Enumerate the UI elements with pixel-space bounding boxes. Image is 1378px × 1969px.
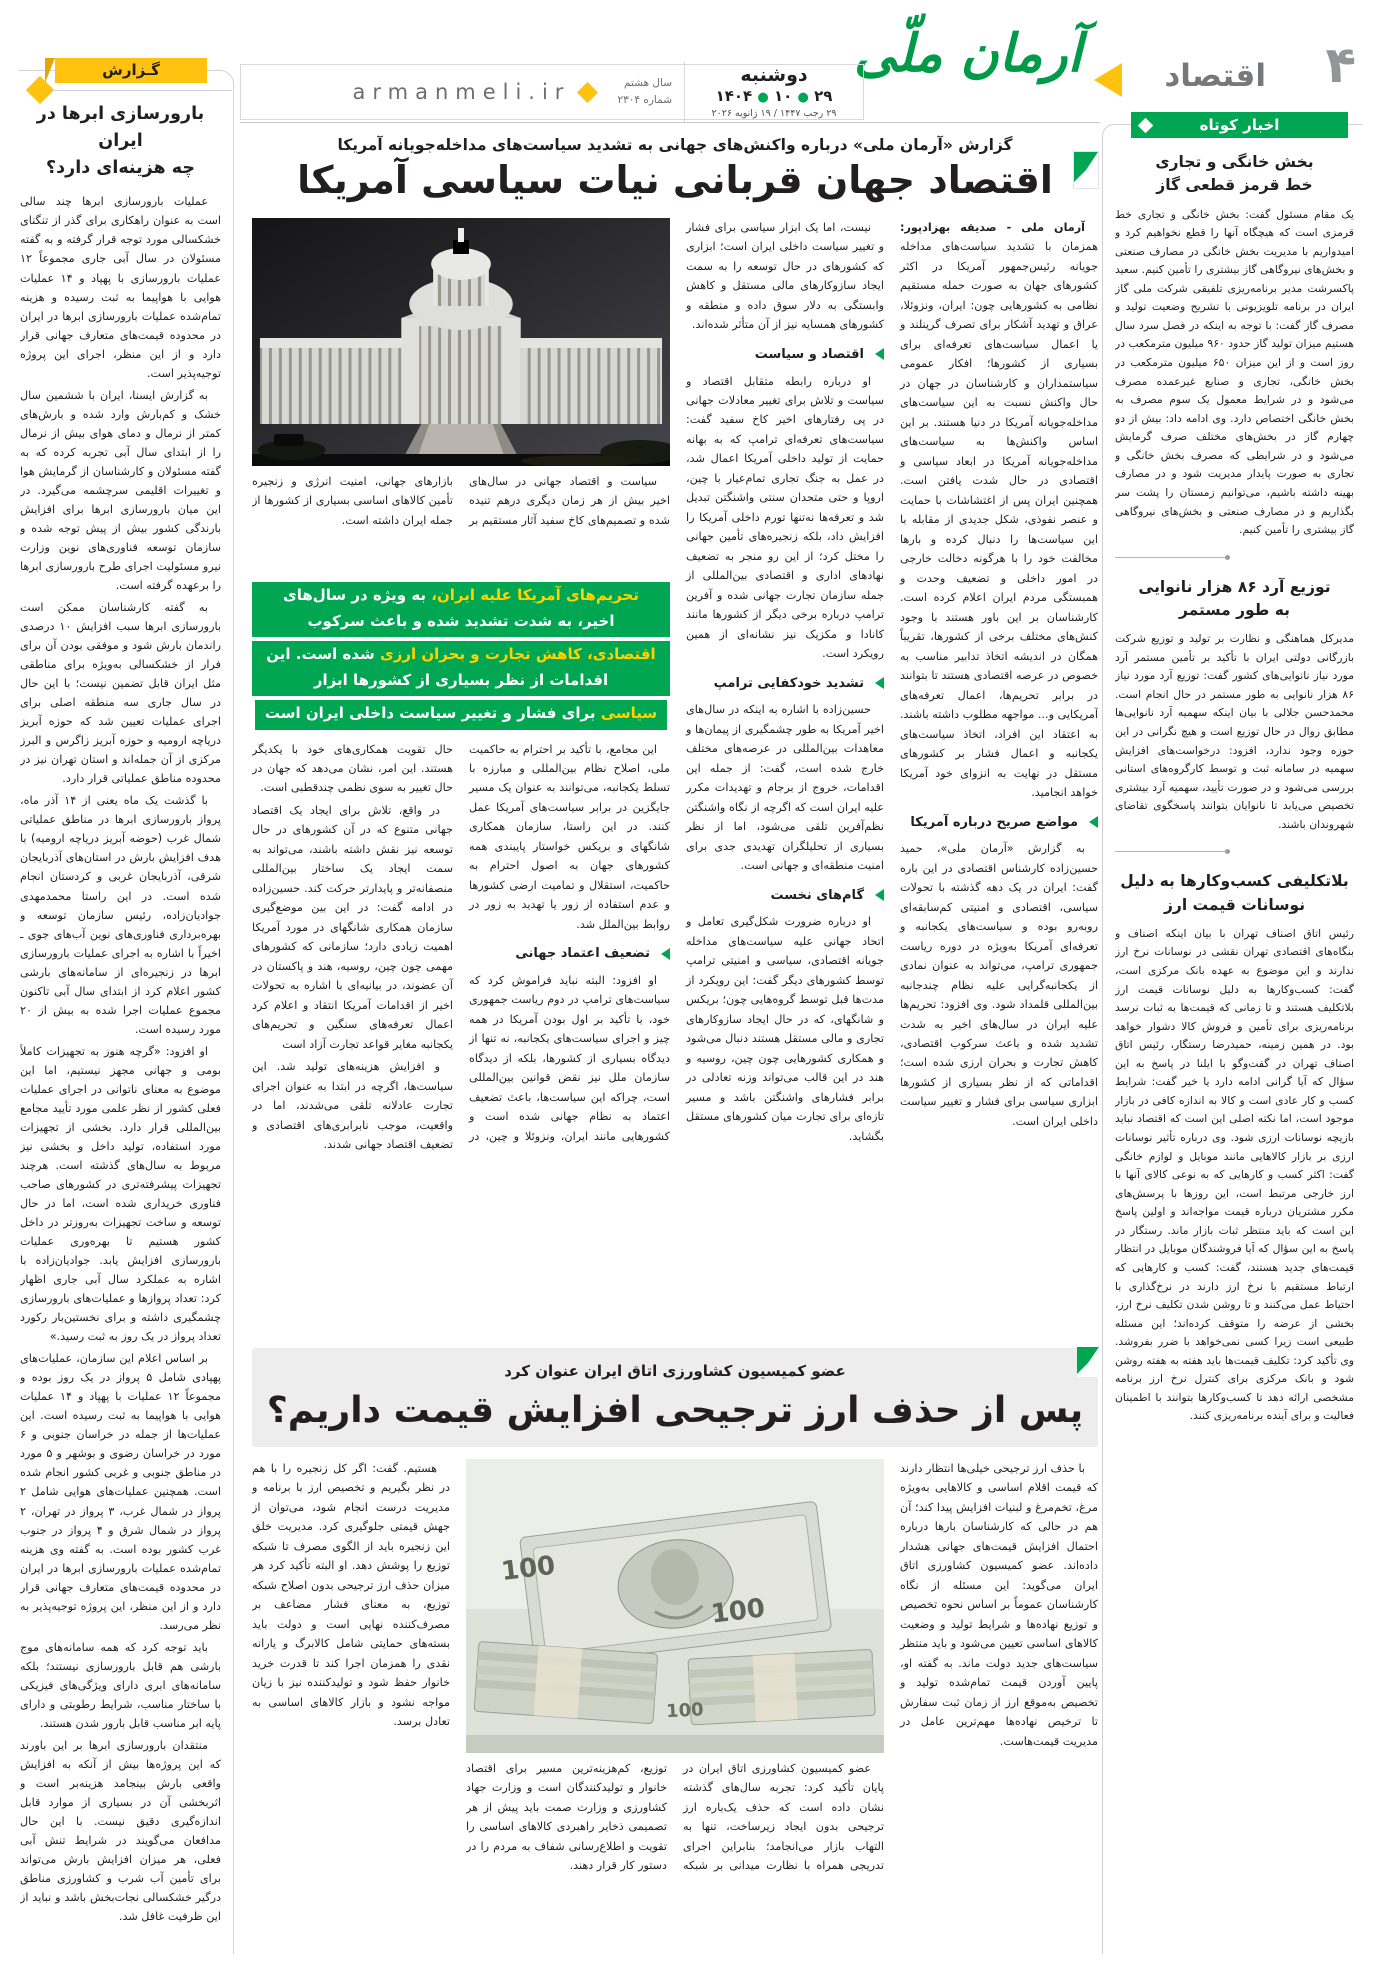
news-body: مدیرکل هماهنگی و نظارت بر تولید و توزیع شرکت بازرگانی دولتی ایران با تأکید بر تأمین مستمر آرد مورد نیاز نانوایی‌های کشور گفت: توزیع آرد مورد نیاز ۸۶ هزار نانوایی به طور مستمر در حال انجام است. محمدحسن جلالی با بیان اینکه سهمیه آرد نانوایی‌ها مطابق روال در حال توزیع است و هیچ نگرانی در این حوزه وجود ندارد، افزود: درخواست‌های افزایش سهمیه در سامانه ثبت و توسط کارگروه‌های استانی بررسی می‌شود و در صورت تأیید، سهمیه آرد بیشتری تخصیص می‌یابد تا نانوایان بتوانند پاسخگوی تقاضای شهروندان باشند. [1115, 632, 1354, 831]
news-title: توزیع آرد ۸۶ هزار نانوایی به طور مستمر [1138, 577, 1331, 619]
bottom-middle-block [466, 1459, 884, 1911]
article-column-2: نیست، اما یک ابزار سیاسی برای فشار و تغییر سیاست داخلی ایران است؛ ابزاری که کشورهای در حال توسعه را به سمت ایجاد سازوکارهای مالی مستقل و کاهش وابستگی به دلار سوق داده و منطقه و کشورهای همسایه نیز از آن متأثر شده‌اند. اقتصاد و سیاست او درباره رابطه متقابل اقتصاد و سیاست و تلاش برای تغییر معادلات جهانی در پی رفتارهای اخیر کاخ سفید گفت: سیاست‌های تعرفه‌ای ترامپ که به بهانه حمایت از تولید داخلی آمریکا اعمال شد، در عمل به جنگ تجاری تمام‌عیار با چین، اروپا و حتی متحدان سنتی واشنگتن تبدیل شد و تعرفه‌ها نه‌تنها تورم داخلی آمریکا را افزایش داد، بلکه زنجیره‌های تأمین جهانی را مختل کرد؛ از این رو منجر به تضعیف نهادهای اداری و اقتصادی بین‌المللی از جمله سازمان تجارت جهانی شده و آفرین ترامپ درباره برخی دیگر از کشورها مانند کانادا و مکزیک نیز نشانه‌ای از همین رویکرد است. تشدید خودکفایی ترامپ حسین‌زاده با اشاره به اینکه در سال‌های اخیر آمریکا به طور چشمگیری از پیمان‌ها و معاهدات بین‌المللی در عرصه‌های مختلف خارج شده است، گفت: از جمله این اقدامات، خروج از برجام و تهدیدات مکرر علیه ایران است که اگرچه از نگاه واشنگتن نظم‌آفرین تلقی می‌شود، اما از نظر بسیاری از تحلیلگران تهدیدی جدی برای امنیت منطقه‌ای و جهانی است. گام‌های نخست او درباره ضرورت شکل‌گیری تعامل و اتحاد جهانی علیه سیاست‌های مداخله جویانه اقتصادی، سیاسی و امنیتی ترامپ توسط کشورهای دیگر گفت: این رویکرد از مدت‌ها قبل توسط گروه‌هایی چون؛ بریکس و شانگهای، که در حال ایجاد سازوکارهای تجاری و مالی مستقل هستند دنبال می‌شود و همکاری کشورهایی چون چین، روسیه و هند در این قالب می‌تواند وزنه تعادلی در برابر فشارهای واشنگتن باشد و مسیر تازه‌ای برای تجارت میان کشورهای مستقل بگشاید. [686, 221, 884, 1143]
paragraph: با گذشت یک ماه یعنی از ۱۴ آذر ماه، پرواز بارورسازی ابرها در مناطق عملیاتی شمال غرب (حوضه آبریز دریاچه ارومیه) با هدف افزایش بارش در استان‌های آذربایجان شرقی، آذربایجان غربی و کردستان انجام شده است. در این راستا محمدمهدی جوادیان‌زاده، رئیس سازمان توسعه و بهره‌برداری فناوری‌های نوین آب‌های جوی ـ اخیراً با اشاره به اجرای عملیات بارورسازی ابرها در زنجیره‌ای از سامانه‌های بارشی کشور اعلام کرد از ابتدای سال آبی تاکنون مجموع عملیات اجرا شده به بیش از ۲۰ مورد رسیده است. [20, 794, 221, 1036]
main-kicker: گزارش «آرمان ملی» درباره واکنش‌های جهانی به تشدید سیاست‌های مداخله‌جویانه آمریکا [337, 136, 1013, 154]
news-item [1115, 151, 1354, 540]
paragraph: بر اساس اعلام این سازمان، عملیات‌های پهپادی شامل ۵ پرواز در یک روز بوده و مجموعاً ۱۲ عملیات با پهپاد و ۱۴ عملیات هوایی با هواپیما به ثبت رسیده است. این عملیات‌ها از جمله در خراسان جنوبی و ۶ مورد در خراسان رضوی و بوشهر و ۵ مورد در مناطق جنوبی و غربی کشور انجام شده است. همچنین عملیات‌های هوایی شامل ۲ پرواز در شمال غرب، ۳ پرواز در تهران، ۲ پرواز در شمال شرق و ۴ پرواز در جنوب غرب کشور بوده است. به گفته وی هزینه تمام‌شده عملیات بارورسازی ابرها در ایران در محدوده قیمت‌های متعارف جهانی قرار دارد و از این منظر، این پروژه توجیه‌پذیر به نظر می‌رسد. [20, 1352, 221, 1632]
highlight-line: اقتصادی، کاهش تجارت و بحران ارزی شده است. این اقدامات از نظر بسیاری از کشورها ابزار [252, 641, 670, 696]
subhead-explicit-positions: مواضع صریح درباره آمریکا [900, 812, 1098, 835]
news-title: بلاتکلیفی کسب‌وکارها به دلیل نوسانات قیمت ارز [1120, 872, 1349, 914]
diamond-icon [1138, 117, 1154, 133]
issue-line: شماره ۲۳۰۴ [617, 94, 672, 106]
subhead-trump-autarky: تشدید خودکفایی ترامپ [686, 673, 884, 696]
news-item [1115, 870, 1354, 1426]
article-left-block [252, 218, 670, 1336]
report-body [20, 192, 221, 1960]
news-divider [1115, 550, 1354, 564]
arrow-icon [655, 948, 670, 960]
bottom-headline-box [252, 1348, 1098, 1447]
paragraph: به گفته کارشناسان ممکن است بارورسازی ابرها سبب افزایش ۱۰ درصدی راندمان بارش شود و موفقی بودن آن برای فرار از خشکسالی به‌ویژه برای مناطقی مثل ایران قابل تضمین نیست؛ با این حال در سال جاری سه منطقه اصلی برای اجرای عملیات تعیین شد که حوزه آبریز دریاچه ارومیه و حوزه آبریز زاگرس و البرز مرکزی از آن جمله‌اند و استان تهران نیز در محدوده مناطق عملیاتی قرار دارد. [20, 601, 221, 786]
date-block [684, 62, 863, 122]
arrow-icon [1083, 816, 1098, 828]
highlight-line: تحریم‌های آمریکا علیه ایران، به ویژه در سال‌های اخیر، به شدت تشدید شده و باعث سرکوب [252, 582, 670, 637]
byline: آرمان ملی - صدیقه بهزادپور: [900, 221, 1085, 234]
short-news-column [1102, 116, 1362, 1954]
main-headline: اقتصاد جهان قربانی نیات سیاسی آمریکا [297, 158, 1053, 202]
report-column [18, 61, 234, 1954]
highlight-line: سیاسی برای فشار و تغییر سیاست داخلی ایران است [255, 700, 667, 730]
subhead-global-trust: تضعیف اعتماد جهانی [469, 943, 670, 966]
paragraph: باید توجه کرد که همه سامانه‌های موج بارشی هم قابل بارورسازی نیستند؛ بلکه سامانه‌های ابری دارای ویژگی‌های فیزیکی با ساختار مناسب، شرایط رطوبتی و دارای پایه ابر مناسب قابل بارور شدن هستند. [20, 1640, 221, 1730]
date-separator-dot: ● [757, 89, 769, 105]
news-divider [1115, 844, 1354, 858]
main-article [252, 124, 1098, 1336]
green-fold-icon [1074, 152, 1098, 188]
us-capitol-photo [252, 218, 670, 466]
svg-text:100: 100 [499, 1550, 557, 1588]
highlight-box [252, 580, 670, 732]
subhead-first-steps: گام‌های نخست [686, 885, 884, 908]
site-url[interactable]: armanmeli.ir [352, 80, 571, 104]
newspaper-logo: آرمان ملّی [854, 24, 1082, 84]
arrow-icon [869, 889, 884, 901]
bottom-article [252, 1348, 1098, 1911]
dollar-bills-photo [466, 1459, 884, 1753]
article-column-1: آرمان ملی - صدیقه بهزادپور: همزمان با تشدید سیاست‌های مداخله جویانه رئیس‌جمهور آمریکا در اکثر کشورهای جهان به صورت حمله مستقیم نظامی به کشورهایی چون: ایران، ونزوئلا، عراق و تهدید آشکار برای تصرف گرینلند و یا اعمال سیاست‌های تعرفه‌ای برای بسیاری از کشورها؛ افکار عمومی سیاستمداران و کارشناسان در جهان در حال واکنش نسبت به این سیاست‌های مداخله‌جویانه آمریکا در دنیا هستند. بر این اساس واکنش‌ها به سیاست‌های مداخله‌جویانه آمریکا در ابعاد سیاسی و اقتصادی در حال شدت یافتن است. همچنین ایران پس از اغتشاشات با حمایت و عنصر نفوذی، شکل جدیدی از مقابله با این سیاست‌ها را دنبال کرده و بارها مخالفت خود را با هرگونه دخالت خارجی در امور داخلی و تضعیف وحدت و همبستگی مردم ایران اعلام کرده است. کارشناسان بر این باور هستند با وجود کنش‌های مختلف برخی از کشورها، تقریباً همگان در اندیشه اتخاذ تدابیر مناسب به خصوص در عرصه اقتصادی هستند تا بتوانند در برابر تحریم‌ها، اعمال تعرفه‌های آمریکایی و... مواجهه مطلوب داشته باشند. به اعتقاد این افراد، اتخاذ سیاست‌های یکجانبه و اعمال فشار بر کشورهای مستقل در نهایت به انزوای خود آمریکا خواهد انجامید. مواضع صریح درباره آمریکا به گزارش «آرمان ملی»، حمید حسین‌زاده کارشناس اقتصادی در این باره گفت: ایران در یک دهه گذشته با تحولات سیاسی، اقتصادی و امنیتی کم‌سابقه‌ای روبه‌رو بوده و سیاست‌های یکجانبه و تعرفه‌ای آمریکا به‌ویژه در دوره ریاست جمهوری ترامپ، می‌تواند به عنوان نمادی از یکجانبه‌گرایی علیه نظام چندجانبه بین‌المللی قلمداد شود. وی افزود: تحریم‌ها علیه ایران در سال‌های اخیر به شدت تشدید شده و باعث سرکوب اقتصادی، کاهش تجارت و بحران ارزی شده است؛ اقداماتی که از نظر بسیاری از کشورها ابزاری سیاسی برای فشار و تغییر سیاست داخلی ایران است. [900, 221, 1098, 1128]
section-triangle-icon [1094, 63, 1122, 97]
news-body: یک مقام مسئول گفت: بخش خانگی و تجاری خط قرمزی است که هیچگاه آنها را قطع نخواهیم کرد و امیدواریم با مدیریت بخش خانگی در مصارف صنعتی و بخش‌های نیروگاهی گاز بیشتری را تأمین کنیم. سعید پاکسرشت مدیر برنامه‌ریزی تلفیقی شرکت ملی گاز ایران در برنامه تلویزیونی با تشریح وضعیت تولید و مصرف گاز گفت: با توجه به اینکه در فصل سرد سال هستیم میزان تولید گاز حدود ۹۶۰ میلیون مترمکعب در روز است و از این میزان ۶۵۰ میلیون مترمکعب در بخش خانگی، تجاری و صنایع غیرعمده مصرف می‌شود و در شرایط معمول یک سوم مصرف به بخش خانگی اختصاص دارد. وی ادامه داد: بیش از دو چهارم گاز در بخش‌های مختلف صرف گرمایش می‌شود و در شرایطی که مصرف بخش خانگی و تجاری به صورت پایدار مدیریت شود و در مصارف بهینه داشته باشیم، می‌توانیم زمستان را پشت سر بگذاریم و در مصارف صنعتی و بخش‌های نیروگاهی گاز بیشتری را تأمین کنیم. [1115, 207, 1354, 537]
bottom-kicker: عضو کمیسیون کشاورزی اتاق ایران عنوان کرد [504, 1362, 846, 1380]
weekday: دوشنبه [740, 64, 808, 87]
section-title: اقتصاد [1164, 58, 1266, 94]
report-tab: گـزارش [55, 58, 207, 83]
bottom-under-image-text: عضو کمیسیون کشاورزی اتاق ایران در پایان تأکید کرد: تجربه سال‌های گذشته نشان داده است که حذف یک‌باره ارز ترجیحی بدون ایجاد زیرساخت، تنها به التهاب بازار می‌انجامد؛ بنابراین اجرای تدریجی همراه با نظارت میدانی بر شبکه توزیع، کم‌هزینه‌ترین مسیر برای اقتصاد خانوار و تولیدکنندگان است و وزارت جهاد کشاورزی و وزارت صمت باید پیش از هر تصمیمی ذخایر راهبردی کالاهای اساسی را تقویت و اطلاع‌رسانی شفاف به مردم را در دستور کار قرار دهند. [466, 1762, 884, 1873]
bottom-column-right: با حذف ارز ترجیحی خیلی‌ها انتظار دارند که قیمت اقلام اساسی و کالاهایی به‌ویژه مرغ، تخم‌مرغ و لبنیات افزایش پیدا کند؛ آن هم در حالی که کارشناسان بارها درباره احتمال افزایش قیمت‌های جهانی هشدار داده‌اند. عضو کمیسیون کشاورزی اتاق ایران می‌گوید: این مسئله از نگاه کارشناسان عموماً بر اساس نحوه تخصیص و توزیع نهاده‌ها و شرایط تولید و وضعیت کالاهای اساسی تعیین می‌شود و باید منتظر سیاست‌های جدید دولت ماند. به گفته او، پایین آوردن قیمت تمام‌شده تولید و تخصیص به‌موقع ارز از زمان ثبت سفارش تا ترخیص نهاده‌ها مهم‌ترین عامل در مدیریت قیمت‌هاست. [900, 1462, 1098, 1748]
date-separator-dot: ● [797, 89, 809, 105]
issue-block [605, 75, 684, 109]
arrow-icon [869, 677, 884, 689]
svg-text:100: 100 [709, 1593, 767, 1630]
svg-text:100: 100 [665, 1699, 705, 1723]
news-item [1115, 576, 1354, 835]
bottom-column-left: هستیم. گفت: اگر کل زنجیره را با هم در نظر بگیریم و تخصیص ارز با برنامه و مدیریت درست انجام شود، می‌توان از جهش قیمتی جلوگیری کرد. مدیریت خلق این زنجیره باید از الگوی مصرف تا شبکه توزیع را پوشش دهد. او البته تأکید کرد هر میزان حذف ارز ترجیحی بدون اصلاح شبکه توزیع، به معنای فشار مضاعف بر مصرف‌کننده نهایی است و دولت باید بسته‌های حمایتی شامل کالابرگ و یارانه نقدی را همزمان اجرا کند تا قدرت خرید خانوار حفظ شود و تولیدکننده نیز با زیان مواجه نشود و بازار کالاهای اساسی به تعادل برسد. [252, 1462, 450, 1729]
article-lower-text: این مجامع، با تأکید بر احترام به حاکمیت ملی، اصلاح نظام بین‌المللی و مبارزه با تسلط یکجانبه، می‌توانند به عنوان یک مسیر جایگزین در برابر سیاست‌های آمریکا عمل کنند. در این راستا، سازمان همکاری شانگهای و بریکس خواستار پایبندی همه کشورهای جهان به اصول احترام به حاکمیت، استقلال و تمامیت ارضی کشورها و عدم استفاده از زور یا تهدید به زور در روابط بین‌الملل شد. تضعیف اعتماد جهانی او افزود: البته نباید فراموش کرد که سیاست‌های ترامپ در دوم ریاست جمهوری خود، با تأکید بر اول بودن آمریکا در همه چیز و اجرای سیاست‌های یکجانبه، نه تنها از دیدگاه بسیاری از کشورها، بلکه از دیدگاه سازمان ملل نیز نقض قوانین بین‌المللی است، چراکه این سیاست‌ها، باعث تضعیف اعتماد به نظام جهانی شده است و کشورهایی مانند ایران، ونزوئلا و چین، در حال تقویت همکاری‌های خود با یکدیگر هستند. این امر، نشان می‌دهد که جهان در حال تغییر به سوی نظمی چندقطبی است. در واقع، تلاش برای ایجاد یک اقتصاد جهانی متنوع که در آن کشورهای در حال توسعه نیز نقش داشته باشند، می‌تواند به سمت ایجاد یک ساختار بین‌المللی منصفانه‌تر و پایدارتر حرکت کند. حسین‌زاده در ادامه گفت: در این بین موضع‌گیری سازمان همکاری شانگهای در مورد آمریکا اهمیت زیادی دارد؛ سازمانی که کشورهای مهمی چون چین، روسیه، هند و پاکستان در آن عضوند، در بیانیه‌ای با اشاره به تحولات اخیر از اقدامات آمریکا انتقاد و اعلام کرد اعمال تعرفه‌های سنگین و تحریم‌های یکجانبه مغایر قواعد تجارت آزاد است و افزایش هزینه‌های تولید شد. این سیاست‌ها، اگرچه در ابتدا به عنوان اجرای تجارت عادلانه تلقی می‌شدند، اما در واقعیت، موجب نابرابری‌های اقتصادی و تضعیف اقتصاد جهانی شدند. [252, 742, 670, 1152]
report-title: بارورسازی ابرها در ایران چه هزینه‌ای دارد؟ [36, 104, 205, 179]
paragraph: او افزود: «گرچه هنوز به تجهیزات کاملاً بومی و جهانی مجهز نیستیم، اما این موضوع به معنای ناتوانی در اجرای عملیات فعلی کشور از نظر علمی مورد تأیید مجامع بین‌المللی قرار دارد. بخشی از تجهیزات مورد استفاده، تولید داخل و بخشی نیز مربوط به سال‌های گذشته است. هرچند تجهیزات پیشرفته‌تری در کشورهای صاحب فناوری خریداری شده است، اما در حال توسعه و ساخت تجهیزات به‌روزتر در داخل کشور هستیم تا بهره‌وری عملیات بارورسازی افزایش یابد. جوادیان‌زاده با اشاره به عملکرد سال آبی جاری اظهار کرد: تعداد پروازها و عملیات‌های بارورسازی چشمگیری داشته و برای نخستین‌بار رکورد تعداد پرواز در یک روز به ثبت رسید.» [20, 1044, 221, 1344]
paragraph: منتقدان بارورسازی ابرها بر این باورند که این پروژه‌ها بیش از آنکه به افزایش واقعی بارش بینجامد هزینه‌بر است و اثربخشی آن در بسیاری از موارد قابل اندازه‌گیری دقیق نیست. با این حال مدافعان می‌گویند در شرایط تنش آبی فعلی، هر میزان افزایش بارش می‌تواند برای تأمین آب شرب و کشاورزی مناطق درگیر خشکسالی نجات‌بخش باشد و نباید از این ظرفیت غافل شد. [20, 1738, 221, 1924]
subhead-economy-politics: اقتصاد و سیاست [686, 344, 884, 367]
short-news-header: اخبار کوتاه [1131, 112, 1348, 138]
news-title: بخش خانگی و تجاری خط قرمز قطعی گاز [1155, 153, 1314, 195]
article-inter-text: سیاست و اقتصاد جهانی در سال‌های اخیر بیش از هر زمان دیگری درهم تنیده شده و تصمیم‌های کاخ سفید آثار مستقیم بر بازارهای جهانی، امنیت انرژی و زنجیره تأمین کالاهای اساسی بسیاری از کشورها از جمله ایران داشته است. [252, 475, 670, 527]
bottom-article-body [252, 1459, 1098, 1911]
page-number: ۴ [1325, 36, 1356, 94]
paragraph: به گزارش ایسنا، ایران با ششمین سال خشک و کم‌بارش وارد شده و بارش‌های کمتر از نرمال و دمای هوای بیش از نرمال را از ابتدای سال آبی تجربه کرده که به گفته مسئولان و کارشناسان از گرمایش هوا و تغییرات اقلیمی سرچشمه می‌گیرد. در این میان بارورسازی ابرها برای افزایش بارندگی کشور بیش از پیش توجه شده و سازمان توسعه فناوری‌های نوین وزارت نیرو مسئولیت اجرای طرح بارورسازی ابرها را برعهده گرفته است. [20, 388, 221, 592]
header-rule [240, 122, 1100, 123]
arrow-icon [869, 348, 884, 360]
paragraph: عملیات بارورسازی ابرها چند سالی است به عنوان راهکاری برای گذر از تنگنای خشکسالی مورد توجه قرار گرفته و به گفته مسئولان در سال آبی جاری مجموعاً ۱۲ عملیات بارورسازی با پهپاد و ۱۴ عملیات هوایی با هواپیما به ثبت رسیده و هزینه تمام‌شده عملیات بارورسازی ابرها در ایران در محدوده قیمت‌های متعارف جهانی قرار دارد و از این منظر، اجرای این پروژه توجیه‌پذیر است. [20, 195, 221, 380]
header-dateline [240, 64, 864, 120]
diamond-icon [577, 81, 598, 102]
bottom-headline: پس از حذف ارز ترجیحی افزایش قیمت داریم؟ [266, 1390, 1084, 1431]
news-body: رئیس اتاق اصناف تهران با بیان اینکه اصناف و بنگاه‌های اقتصادی تهران نقشی در نوسانات نرخ ارز ندارند و این موضوع به عهده بانک مرکزی است، گفت: کسب‌وکارها به دلیل نوسانات قیمت ارز بلاتکلیف هستند و تا زمانی که قیمت‌ها به ثبات نرسد برنامه‌ریزی برای تأمین و فروش کالا دشوار خواهد بود. در همین زمینه، حمیدرضا رستگار، رئیس اتاق اصناف تهران در گفت‌وگو با ایلنا در پاسخ به این سؤال که آیا گرانی ادامه دارد یا خیر گفت: شرایط کسب و کار عادی است و کالا به اندازه کافی در بازار موجود است، اما نکته اصلی این است که اقتصاد نباید بازیچه نوسانات ارزی شود. وی درباره تأثیر نوسانات ارزی بر بازار کالاهایی مانند موبایل و لوازم خانگی گفت: اکثر کسب و کارهایی که به نوعی کالای آنها با ارز خارجی مرتبط است، این روزها با پرسش‌های مکرر مشتریان درباره قیمت مواجه‌اند و اولین پاسخ این است که باید منتظر ثبات بازار ماند. رستگار در پاسخ به این سؤال که آیا فروشندگان موبایل در انتظار قیمت‌های جدید هستند، گفت: کسب و کارهایی که ارتباط مستقیم با نرخ ارز دارند در نرخ‌گذاری با احتیاط عمل می‌کنند و تا روشن شدن تکلیف نرخ ارز، بخشی از عرضه را متوقف کرده‌اند؛ این مسئله طبیعی است زیرا کسی نمی‌خواهد با ضرر بفروشد. وی تأکید کرد: تکلیف قیمت‌ها باید هفته به هفته روشن شود و بانک مرکزی برای کنترل نرخ ارز برنامه مشخصی ارائه دهد تا کسب‌وکارها بتوانند با اطمینان فعالیت و برای آینده برنامه‌ریزی کنند. [1115, 926, 1354, 1423]
date-fa: ۲۹ ● ۱۰ ● ۱۴۰۴ [715, 86, 833, 105]
year-line: سال هشتم [623, 77, 672, 90]
green-fold-icon [1077, 1347, 1099, 1377]
date-alt: ۲۹ رجب ۱۴۴۷ / ۱۹ ژانویه ۲۰۲۶ [711, 107, 837, 119]
main-article-body [252, 218, 1098, 1336]
